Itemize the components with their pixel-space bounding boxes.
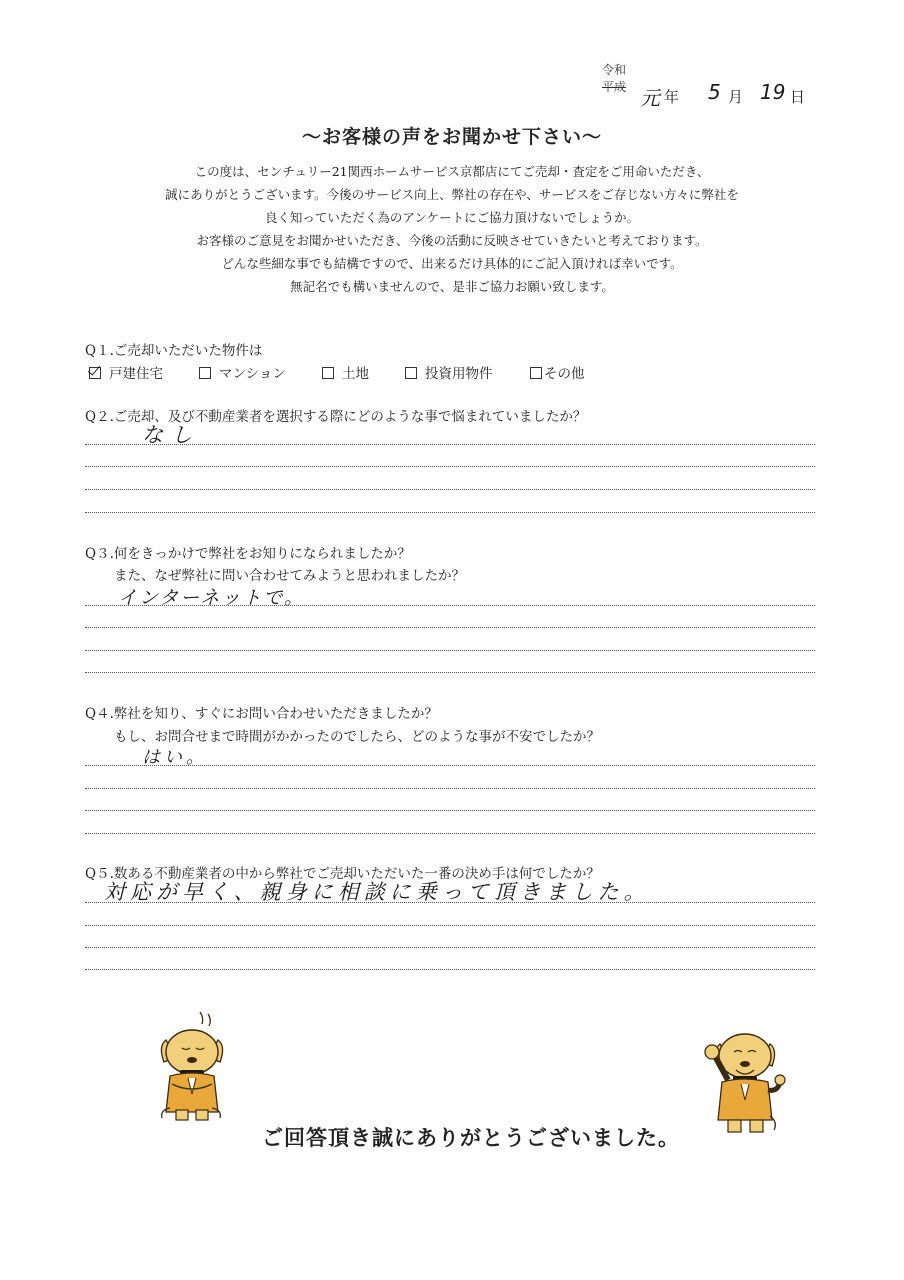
page-title: 〜お客様の声をお聞かせ下さい〜	[301, 126, 602, 148]
era-handwritten	[600, 64, 634, 110]
option-house[interactable]	[89, 362, 163, 382]
q1-question: Q１.ご売却いただいた物件は	[85, 343, 263, 359]
option-label: マンション	[219, 366, 286, 382]
q4-question-line2: もし、お問合せまで時間がかかったのでしたら、どのような事が不安でしたか？	[114, 729, 600, 745]
intro-line: 誠にありがとうございます。今後のサービス向上、弊社の存在や、サービスをご存じない方々に弊社を	[165, 187, 739, 202]
q3-question: Q３.何をきっかけで弊社をお知りになられましたか？	[85, 546, 411, 562]
answer-line	[85, 765, 815, 766]
option-other[interactable]	[530, 362, 585, 382]
mascot-cheering-icon	[700, 1024, 786, 1136]
month-label: 月	[728, 88, 744, 106]
q4-question: Q４.弊社を知り、すぐにお問い合わせいただきましたか？	[85, 706, 438, 722]
answer-line	[85, 925, 815, 926]
checkbox-icon[interactable]	[530, 367, 542, 379]
answer-line	[85, 444, 815, 445]
q3-answer: インターネットで。	[118, 587, 305, 609]
checkbox-checked-icon[interactable]	[89, 367, 101, 379]
q3-question-line2: また、なぜ弊社に問い合わせてみようと思われましたか？	[114, 568, 465, 584]
era-old: 平成	[602, 80, 627, 94]
answer-line	[85, 833, 815, 834]
date-field	[600, 63, 860, 112]
checkbox-icon[interactable]	[199, 367, 211, 379]
closing-message: ご回答頂き誠にありがとうございました。	[262, 1125, 680, 1150]
intro-line: お客様のご意見をお聞かせいただき、今後の活動に反映させていきたいと考えております。	[196, 233, 708, 248]
option-land[interactable]	[322, 362, 369, 382]
year-label: 年	[664, 88, 680, 106]
intro-line: この度は、センチュリー21関西ホームサービス京都店にてご売却・査定をご用命いただき、	[194, 164, 710, 179]
q5-answer: 対応が早く、親身に相談に乗って頂きました。	[104, 880, 650, 904]
answer-line	[85, 969, 815, 970]
answer-line	[85, 788, 815, 789]
q4-answer: はい。	[142, 747, 208, 768]
checkbox-icon[interactable]	[322, 367, 334, 379]
intro-line: どんな些細な事でも結構ですので、出来るだけ具体的にご記入頂ければ幸いです。	[221, 256, 683, 271]
checkbox-icon[interactable]	[405, 367, 417, 379]
mascot-bowing-icon	[152, 1010, 232, 1122]
q2-answer: なし	[142, 423, 200, 447]
answer-line	[85, 489, 815, 490]
day-value: 19	[760, 80, 786, 104]
answer-line	[85, 902, 815, 903]
q2-question: Q２.ご売却、及び不動産業者を選択する際にどのような事で悩まれていましたか？	[85, 409, 587, 425]
answer-line	[85, 512, 815, 513]
option-investment[interactable]	[405, 362, 493, 382]
option-label: 土地	[342, 366, 369, 382]
answer-line	[85, 605, 815, 606]
year-value: 元	[640, 86, 660, 110]
answer-line	[85, 650, 815, 651]
option-label: その他	[544, 366, 585, 382]
era-new: 令和	[602, 63, 627, 77]
answer-line	[85, 947, 815, 948]
answer-line	[85, 627, 815, 628]
answer-line	[85, 810, 815, 811]
option-mansion[interactable]	[199, 362, 286, 382]
answer-line	[85, 466, 815, 467]
intro-line: 良く知っていただく為のアンケートにご協力頂けないでしょうか。	[264, 210, 640, 225]
intro-line: 無記名でも構いませんので、是非ご協力お願い致します。	[290, 279, 614, 294]
option-label: 投資用物件	[425, 366, 493, 382]
month-value: 5	[708, 80, 721, 104]
option-label: 戸建住宅	[109, 366, 163, 382]
intro-text	[0, 160, 904, 298]
day-label: 日	[790, 88, 806, 106]
q5-question: Q５.数ある不動産業者の中から弊社でご売却いただいた一番の決め手は何でしたか？	[85, 866, 600, 882]
answer-line	[85, 672, 815, 673]
